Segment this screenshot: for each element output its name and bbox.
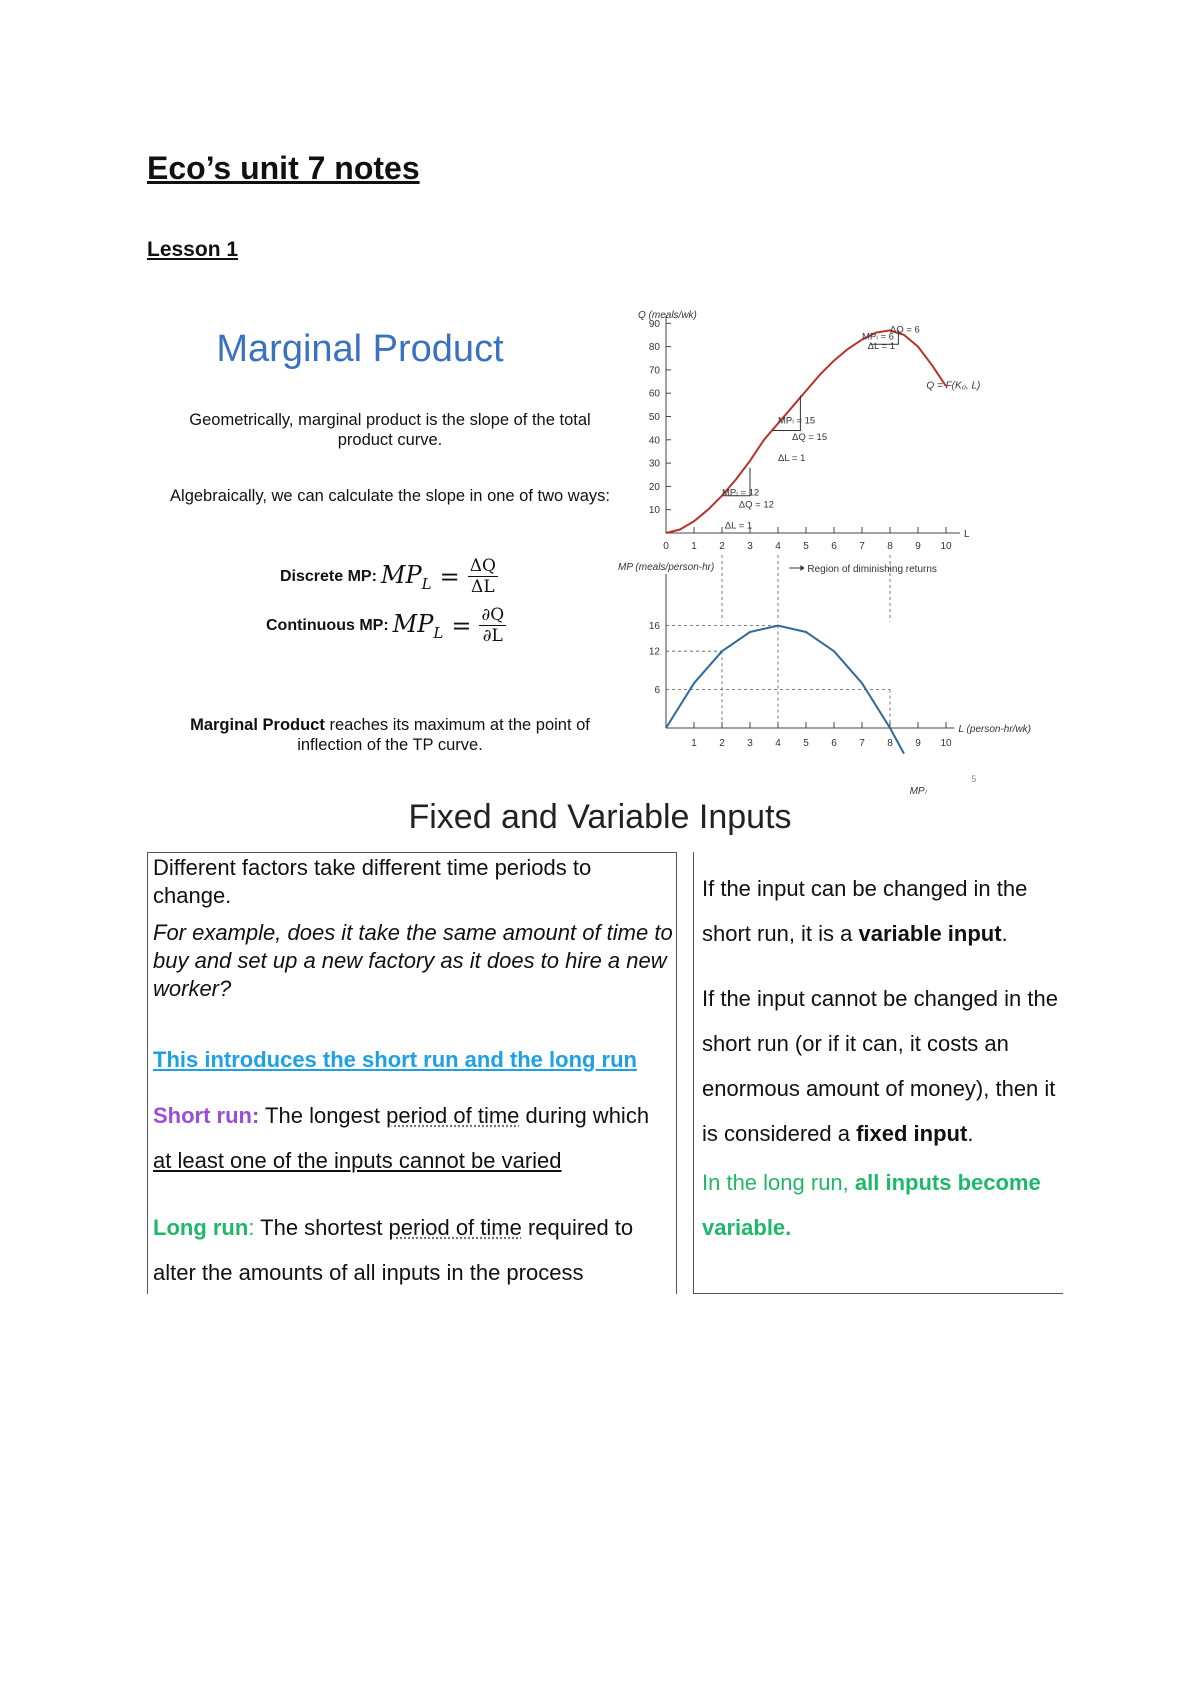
mp-y-tick-label: 6 — [654, 685, 660, 697]
fixed-variable-heading: Fixed and Variable Inputs — [408, 798, 792, 836]
fraction-numerator: ΔQ — [469, 556, 496, 576]
mp-x-tick-label: 2 — [719, 738, 725, 749]
slide-number: 5 — [971, 774, 977, 784]
tp-annotation: ΔQ = 6 — [890, 324, 920, 336]
continuous-fraction — [479, 605, 506, 646]
tp-y-tick-label: 80 — [648, 342, 660, 354]
mp-x-tick-label: 1 — [691, 738, 697, 749]
algebraic-definition: Algebraically, we can calculate the slope in one of two ways: — [170, 487, 610, 505]
document-title: Eco’s unit 7 notes — [147, 150, 420, 186]
tp-x-tick-label: 3 — [747, 541, 753, 552]
tp-y-tick-label: 70 — [648, 365, 660, 377]
marginal-product-curve-label: MPₗ — [909, 786, 927, 797]
mp-y-axis-label: MP (meals/person-hr) — [618, 562, 715, 573]
fraction-denominator: ∂L — [482, 626, 503, 646]
tp-y-tick-label: 60 — [648, 388, 660, 400]
mp-x-tick-label: 5 — [803, 738, 809, 749]
tp-x-tick-label: 8 — [887, 541, 893, 552]
factors-paragraph: Different factors take different time periods to change. — [153, 855, 592, 908]
tp-x-tick-label: 2 — [719, 541, 725, 552]
mp-symbol: $MP_L$ — [392, 609, 444, 642]
geometric-definition: Geometrically, marginal product is the slope of the total product curve. — [189, 411, 591, 449]
total-product-curve-label: Q = F(K₀, L) — [926, 380, 981, 392]
equals-sign: = — [451, 611, 472, 640]
mp-x-tick-label: 10 — [940, 738, 952, 749]
tp-x-axis-label: L — [964, 529, 970, 540]
variable-input-definition: If the input can be changed in the short run, it is a variable input. — [702, 876, 1028, 946]
product-curves-chart — [610, 306, 1070, 806]
tp-x-tick-label: 4 — [775, 541, 781, 552]
fixed-input-definition: If the input cannot be changed in the short run (or if it can, it costs an enormous amount of money), then it is considered a fixed input. — [702, 986, 1058, 1146]
continuous-mp-formula — [266, 605, 506, 646]
tp-y-axis-label: Q (meals/wk) — [638, 310, 697, 321]
marginal-product-curve — [666, 626, 904, 754]
mp-y-tick-label: 16 — [648, 621, 660, 633]
tp-y-tick-label: 20 — [648, 481, 660, 493]
region-arrow-head — [800, 565, 804, 571]
mp-x-tick-label: 6 — [831, 738, 837, 749]
lesson-heading: Lesson 1 — [147, 238, 239, 261]
discrete-fraction — [468, 556, 498, 597]
tp-annotation: ΔQ = 15 — [792, 431, 828, 443]
tp-annotation: ΔL = 1 — [724, 520, 753, 532]
tp-annotation: ΔL = 1 — [778, 452, 806, 464]
short-long-run-intro: This introduces the short run and the long run — [153, 1047, 637, 1072]
long-run-definition: Long run: The shortest period of time required to alter the amounts of all inputs in the process — [153, 1215, 634, 1285]
discrete-mp-label: Discrete MP: — [280, 567, 377, 585]
discrete-mp-formula — [280, 556, 498, 597]
tp-y-tick-label: 90 — [648, 318, 660, 330]
tp-x-tick-label: 1 — [691, 541, 697, 552]
tp-x-tick-label: 10 — [940, 541, 952, 552]
mp-x-tick-label: 8 — [887, 738, 893, 749]
region-diminishing-label: Region of diminishing returns — [807, 564, 937, 575]
tp-x-tick-label: 0 — [663, 541, 669, 552]
mp-x-axis-label: L (person-hr/wk) — [958, 724, 1032, 735]
tp-x-tick-label: 7 — [859, 541, 865, 552]
equals-sign: = — [439, 562, 460, 591]
mp-maximum-note: Marginal Product reaches its maximum at the point of inflection of the TP curve. — [190, 716, 590, 754]
tp-y-tick-label: 30 — [648, 458, 660, 470]
long-run-note: In the long run, all inputs become variable. — [702, 1170, 1041, 1240]
mp-x-tick-label: 7 — [859, 738, 865, 749]
mp-x-tick-label: 9 — [915, 738, 921, 749]
mp-x-tick-label: 3 — [747, 738, 753, 749]
tp-x-tick-label: 9 — [915, 541, 921, 552]
short-run-definition: Short run: The longest period of time during which at least one of the inputs cannot be varied — [153, 1103, 650, 1173]
tp-annotation: MPₗ = 12 — [722, 487, 760, 499]
tp-annotation: ΔQ = 12 — [738, 499, 774, 511]
tp-annotation: ΔL = 1 — [867, 340, 895, 352]
tp-annotation: MPₗ = 15 — [778, 415, 816, 427]
tp-x-tick-label: 6 — [831, 541, 837, 552]
marginal-product-heading: Marginal Product — [216, 328, 504, 370]
example-question: For example, does it take the same amount of time to buy and set up a new factory as it does to hire a new worker? — [153, 920, 673, 1001]
fraction-denominator: ΔL — [471, 577, 495, 597]
mp-symbol: $MP_L$ — [380, 560, 432, 593]
mp-x-tick-label: 4 — [775, 738, 781, 749]
fraction-numerator: ∂Q — [481, 605, 505, 625]
tp-y-tick-label: 50 — [648, 412, 660, 423]
tp-y-tick-label: 40 — [648, 435, 660, 447]
mp-y-tick-label: 12 — [648, 646, 660, 658]
tp-x-tick-label: 5 — [803, 541, 809, 552]
tp-annotation: MPₗ = 6 — [862, 331, 894, 343]
continuous-mp-label: Continuous MP: — [266, 616, 389, 634]
tp-y-tick-label: 10 — [648, 505, 660, 517]
